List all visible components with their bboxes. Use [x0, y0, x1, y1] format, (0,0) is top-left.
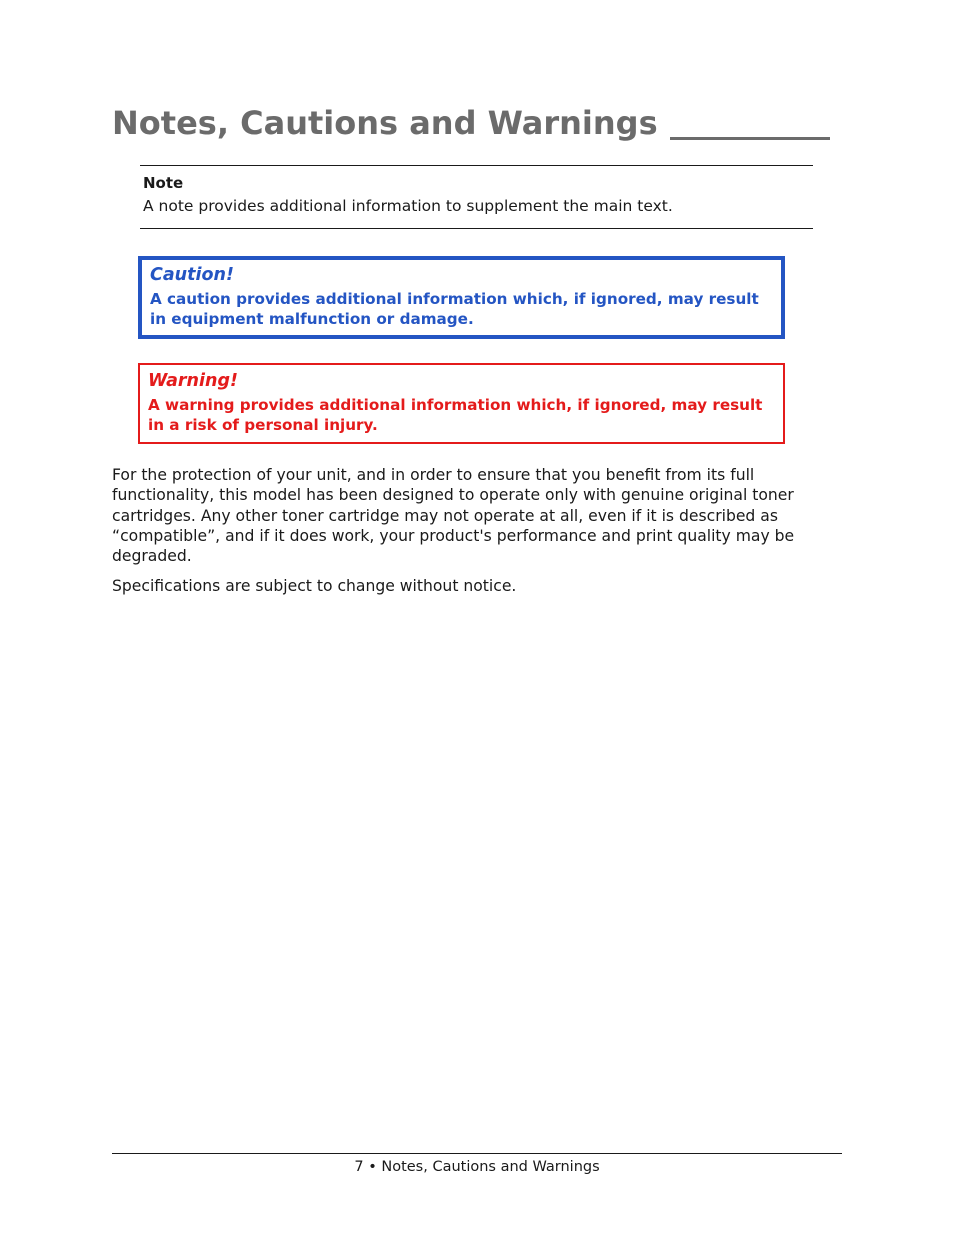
caution-text: A caution provides additional information which, if ignored, may result in equipment malfunction or damage.: [150, 290, 759, 328]
note-heading: Note: [143, 174, 184, 192]
caution-heading: Caution!: [150, 265, 234, 285]
caution-box: [138, 256, 785, 339]
warning-box: [138, 363, 785, 444]
body-paragraph-specifications: Specifications are subject to change without notice.: [112, 577, 517, 595]
footer-bullet: •: [368, 1159, 377, 1175]
page-title: [112, 100, 832, 146]
warning-text: A warning provides additional information which, if ignored, may result in a risk of personal injury.: [148, 396, 763, 434]
body-paragraph-protection: For the protection of your unit, and in order to ensure that you benefit from its full functionality, this model has been designed to operate only with genuine original toner cartridges. Any other toner cartridge may not operate at all, even if it is described as “compatible”, and if it does work, your product's performance and print quality may be degraded.: [112, 466, 795, 566]
page-footer: [112, 1158, 842, 1176]
page-title-text: Notes, Cautions and Warnings: [112, 104, 658, 142]
warning-heading: Warning!: [148, 371, 238, 391]
title-underline: [670, 137, 830, 140]
footer-page-number: 7: [354, 1159, 364, 1175]
footer-rule: [112, 1153, 842, 1154]
note-text: A note provides additional information to supplement the main text.: [143, 197, 673, 215]
footer-section-title: Notes, Cautions and Warnings: [381, 1159, 600, 1175]
note-box: [140, 165, 813, 229]
